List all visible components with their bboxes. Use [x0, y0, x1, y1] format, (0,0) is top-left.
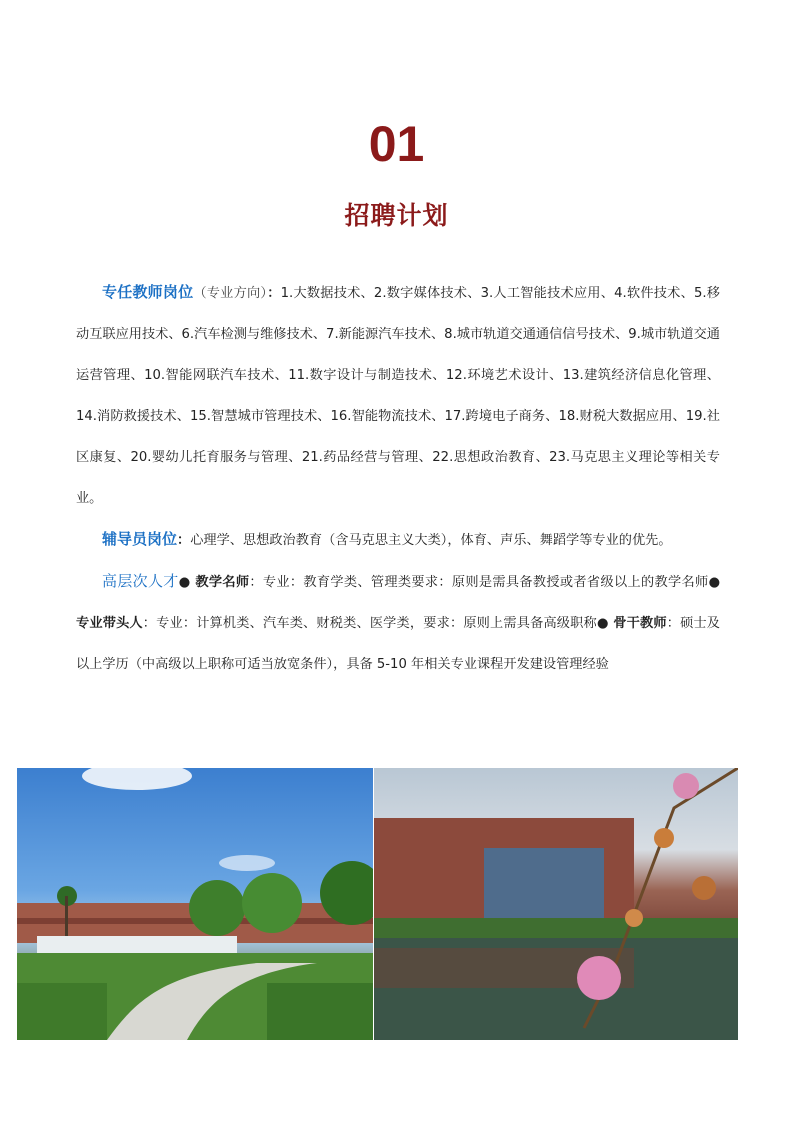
colon: ： [267, 286, 281, 301]
major-list: 1.大数据技术、2.数字媒体技术、3.人工智能技术应用、4.软件技术、5.移动互联应用技术、6.汽车检测与维修技术、7.新能源汽车技术、8.城市轨道交通通信信号技术、9.城市轨道交通运营管理、10.智能网联汽车技术、11.数字设计与制造技术、12.环境艺术设计、13.建筑经济信息化管理、14.消防救援技术、15.智慧城市管理技术、16.智能物流技术、17.跨境电子商务、18.财税大数据应用、19.社区康复、20.婴幼儿托育服务与管理、21.药品经营与管理、22.思想政治教育、23.马克思主义理论等相关专业。 [76, 286, 720, 506]
document-body [76, 272, 720, 685]
teaching-master-requirements: ：专业：教育学类、管理类要求：原则是需具备教授或者省级以上的教学名师 [249, 575, 709, 590]
full-time-teacher-label: 专任教师岗位 [102, 283, 194, 301]
high-level-talent-label: 高层次人才 [102, 572, 179, 590]
discipline-leader-requirements: ：专业：计算机类、汽车类、财税类、医学类，要求：原则上需具备高级职称 [142, 616, 597, 631]
backbone-teacher-requirements: ：硕士及以上学历（中高级以上职称可适当放宽条件），具备 5-10 年相关专业课程开发建设管理经验 [76, 616, 720, 672]
paragraph-full-time-teachers [76, 272, 720, 519]
campus-garden-photo [17, 768, 373, 1040]
major-direction-note: （专业方向） [193, 286, 268, 301]
counselor-label: 辅导员岗位 [102, 530, 178, 548]
section-title: 招聘计划 [344, 201, 449, 230]
section-number: 01 [368, 116, 425, 172]
backbone-teacher-label: ● 骨干教师 [596, 616, 667, 631]
paragraph-high-level-talent [76, 561, 720, 685]
paragraph-counselors [76, 519, 720, 561]
campus-lake-photo [374, 768, 738, 1040]
discipline-leader-label: ● 专业带头人 [76, 575, 720, 631]
counselor-requirements: 心理学、思想政治教育（含马克思主义大类），体育、声乐、舞蹈学等专业的优先。 [190, 533, 672, 548]
colon: ： [177, 533, 191, 548]
teaching-master-label: ● 教学名师 [178, 575, 250, 590]
